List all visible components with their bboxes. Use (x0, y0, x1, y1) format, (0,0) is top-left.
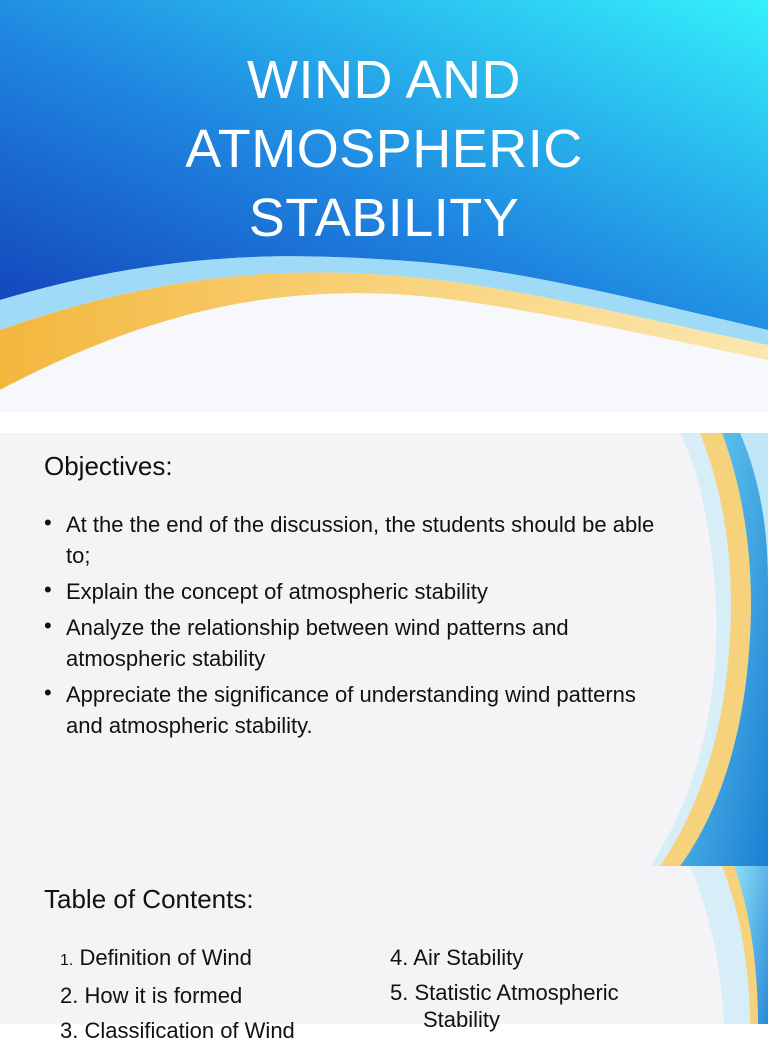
toc-left-column (60, 940, 295, 1048)
toc-item-number: 4. (390, 945, 409, 970)
toc-item-label: Statistic Atmospheric (414, 980, 619, 1005)
toc-right-column (390, 940, 619, 1037)
title-line: STABILITY (248, 188, 520, 248)
objectives-slide (0, 433, 768, 866)
list-item: • At the the end of the discussion, the students should be able to; (44, 509, 664, 571)
toc-item (60, 978, 295, 1013)
toc-item-number: 1. (60, 952, 74, 969)
objectives-list (44, 509, 664, 746)
toc-item-number: 2. (60, 983, 79, 1008)
toc-item (390, 940, 619, 975)
toc-item-number: 3. (60, 1018, 79, 1043)
toc-slide (0, 866, 768, 1043)
toc-heading: Table of Contents: (44, 884, 254, 914)
list-item: • Analyze the relationship between wind patterns and atmospheric stability (44, 612, 664, 674)
toc-item (60, 940, 295, 978)
title-slide (0, 0, 768, 412)
toc-item-label: Classification of Wind (84, 1018, 295, 1043)
slide-title (0, 46, 768, 253)
list-item: • Appreciate the significance of understanding wind patterns and atmospheric stability. (44, 679, 664, 741)
toc-item-number: 5. (390, 980, 409, 1005)
toc-item-label: How it is formed (84, 983, 243, 1008)
toc-item-label: Air Stability (413, 945, 524, 970)
objectives-heading: Objectives: (44, 451, 173, 481)
toc-item (60, 1013, 295, 1048)
toc-item (390, 975, 619, 1037)
title-line: WIND AND (247, 50, 521, 110)
title-line: ATMOSPHERIC (185, 119, 583, 179)
toc-item-label: Definition of Wind (79, 945, 252, 970)
list-item: • Explain the concept of atmospheric stability (44, 576, 664, 607)
toc-item-continuation: Stability (423, 1007, 501, 1032)
